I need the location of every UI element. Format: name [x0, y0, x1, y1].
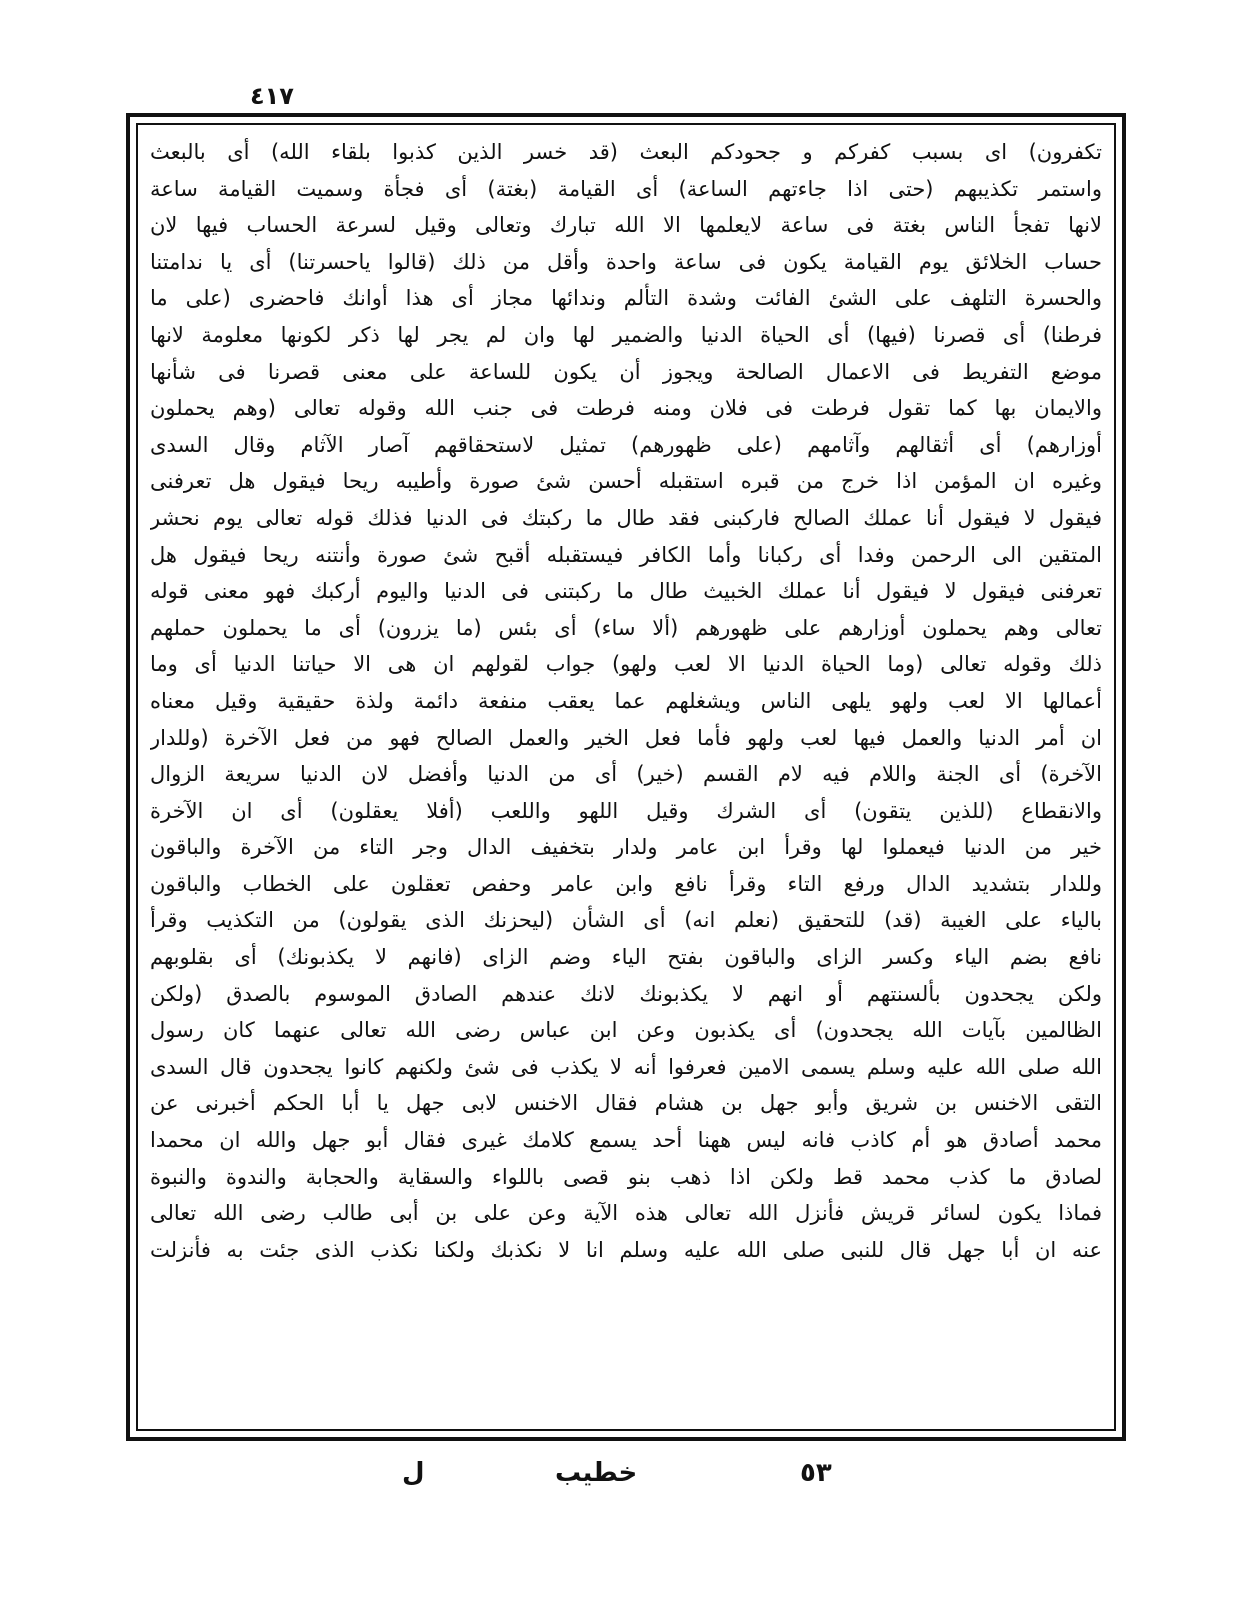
text-line: الآخرة) أى الجنة واللام فيه لام القسم (خير) أى من الدنيا وأفضل لان الدنيا سريعة الزوال: [150, 762, 1102, 787]
text-line: ذلك وقوله تعالى (وما الحياة الدنيا الا لعب ولهو) جواب لقولهم ان هى الا حياتنا الدنيا أى وما: [150, 652, 1102, 677]
footer-title: خطيب: [555, 1458, 638, 1488]
page-footer: [0, 1458, 1240, 1498]
text-line: أوزارهم) أى أثقالهم وآثامهم (على ظهورهم) تمثيل لاستحقاقهم آصار الآثام وقال السدى: [150, 432, 1102, 457]
text-line: والحسرة التلهف على الشئ الفائت وشدة التألم وندائها مجاز أى هذا أوانك فاحضرى (على ما: [150, 286, 1102, 311]
text-line: فماذا يكون لسائر قريش فأنزل الله تعالى هذه الآية وعن على بن أبى طالب رضى الله تعالى: [150, 1201, 1102, 1226]
page-number: ٤١٧: [250, 82, 294, 110]
text-line: المتقين الى الرحمن وفدا أى ركبانا وأما الكافر فيستقبله أقبح شئ صورة وأنتنه ريحا فيقول هل: [150, 542, 1102, 567]
text-line: والايمان بها كما تقول فرطت فى فلان ومنه فرطت فى جنب الله وقوله تعالى (وهم يحملون: [150, 396, 1102, 421]
text-line: فرطنا) أى قصرنا (فيها) أى الحياة الدنيا والضمير لها وان لم يجر لها ذكر لكونها معلومة لانها: [150, 322, 1102, 347]
text-line: أعمالها الا لعب ولهو يلهى الناس ويشغلهم عما يعقب منفعة دائمة ولذة حقيقية وقيل معناه: [150, 688, 1102, 713]
page-text-body: [150, 134, 1102, 1424]
text-line: تعالى وهم يحملون أوزارهم على ظهورهم (ألا ساء) أى بئس (ما يزرون) أى ما يحملون حملهم: [150, 615, 1102, 640]
text-line: وغيره ان المؤمن اذا خرج من قبره استقبله أحسن شئ صورة وأطيبه ريحا فيقول هل تعرفنى: [150, 469, 1102, 494]
footer-signature-number: ٥٣: [800, 1458, 832, 1488]
text-line: ان أمر الدنيا والعمل فيها لعب ولهو فأما فعل الخير والعمل الصالح فهو من فعل الآخرة (وللدار: [150, 725, 1102, 750]
text-line: وللدار بتشديد الدال ورفع التاء وقرأ نافع وابن عامر وحفص تعقلون على الخطاب والباقون: [150, 871, 1102, 896]
text-line: لصادق ما كذب محمد قط ولكن اذا ذهب بنو قصى باللواء والسقاية والحجابة والندوة والنبوة: [150, 1164, 1102, 1189]
text-line: التقى الاخنس بن شريق وأبو جهل بن هشام فقال الاخنس لابى جهل يا أبا الحكم أخبرنى عن: [150, 1091, 1102, 1116]
text-line: فيقول لا فيقول أنا عملك الصالح فاركبنى فقد طال ما ركبتك فى الدنيا فذلك قوله تعالى يوم نحشر: [150, 505, 1102, 530]
text-line: تكفرون) اى بسبب كفركم و جحودكم البعث (قد خسر الذين كذبوا بلقاء الله) أى بالبعث: [150, 140, 1102, 164]
text-line: خير من الدنيا فيعملوا لها وقرأ ابن عامر ولدار بتخفيف الدال وجر التاء من الآخرة والباقون: [150, 835, 1102, 860]
text-line: لانها تفجأ الناس بغتة فى ساعة لايعلمها الا الله تبارك وتعالى وقيل لسرعة الحساب فيها لان: [150, 213, 1102, 238]
footer-letter: ل: [402, 1458, 425, 1488]
text-line: واستمر تكذيبهم (حتى اذا جاءتهم الساعة) أى القيامة (بغتة) أى فجأة وسميت القيامة ساعة: [150, 176, 1102, 201]
text-line: الظالمين بآيات الله يجحدون) أى يكذبون وعن ابن عباس رضى الله تعالى عنهما كان رسول: [150, 1018, 1102, 1043]
text-line: تعرفنى فيقول لا فيقول أنا عملك الخبيث طال ما ركبتنى فى الدنيا واليوم أركبك فهو معنى قوله: [150, 579, 1102, 604]
text-line: محمد أصادق هو أم كاذب فانه ليس ههنا أحد يسمع كلامك غيرى فقال أبو جهل والله ان محمدا: [150, 1128, 1102, 1153]
text-line: نافع بضم الياء وكسر الزاى والباقون بفتح الياء وضم الزاى (فانهم لا يكذبونك) أى بقلوبهم: [150, 945, 1102, 970]
text-line: والانقطاع (للذين يتقون) أى الشرك وقيل اللهو واللعب (أفلا يعقلون) أى ان الآخرة: [150, 798, 1102, 823]
text-line: موضع التفريط فى الاعمال الصالحة ويجوز أن يكون للساعة على معنى قصرنا فى شأنها: [150, 359, 1102, 384]
text-line: عنه ان أبا جهل قال للنبى صلى الله عليه وسلم انا لا نكذبك ولكنا نكذب الذى جئت به فأنزلت: [150, 1237, 1102, 1262]
text-line: ولكن يجحدون بألسنتهم أو انهم لا يكذبونك لانك عندهم الصادق الموسوم بالصدق (ولكن: [150, 981, 1102, 1006]
text-line: الله صلى الله عليه وسلم يسمى الامين فعرفوا أنه لا يكذب فى شئ ولكنهم كانوا يجحدون قال السدى: [150, 1054, 1102, 1079]
text-line: بالياء على الغيبة (قد) للتحقيق (نعلم انه) أى الشأن (ليحزنك الذى يقولون) من التكذيب وقرأ: [150, 908, 1102, 933]
text-line: حساب الخلائق يوم القيامة يكون فى ساعة واحدة وأقل من ذلك (قالوا ياحسرتنا) أى يا ندامتنا: [150, 249, 1102, 274]
